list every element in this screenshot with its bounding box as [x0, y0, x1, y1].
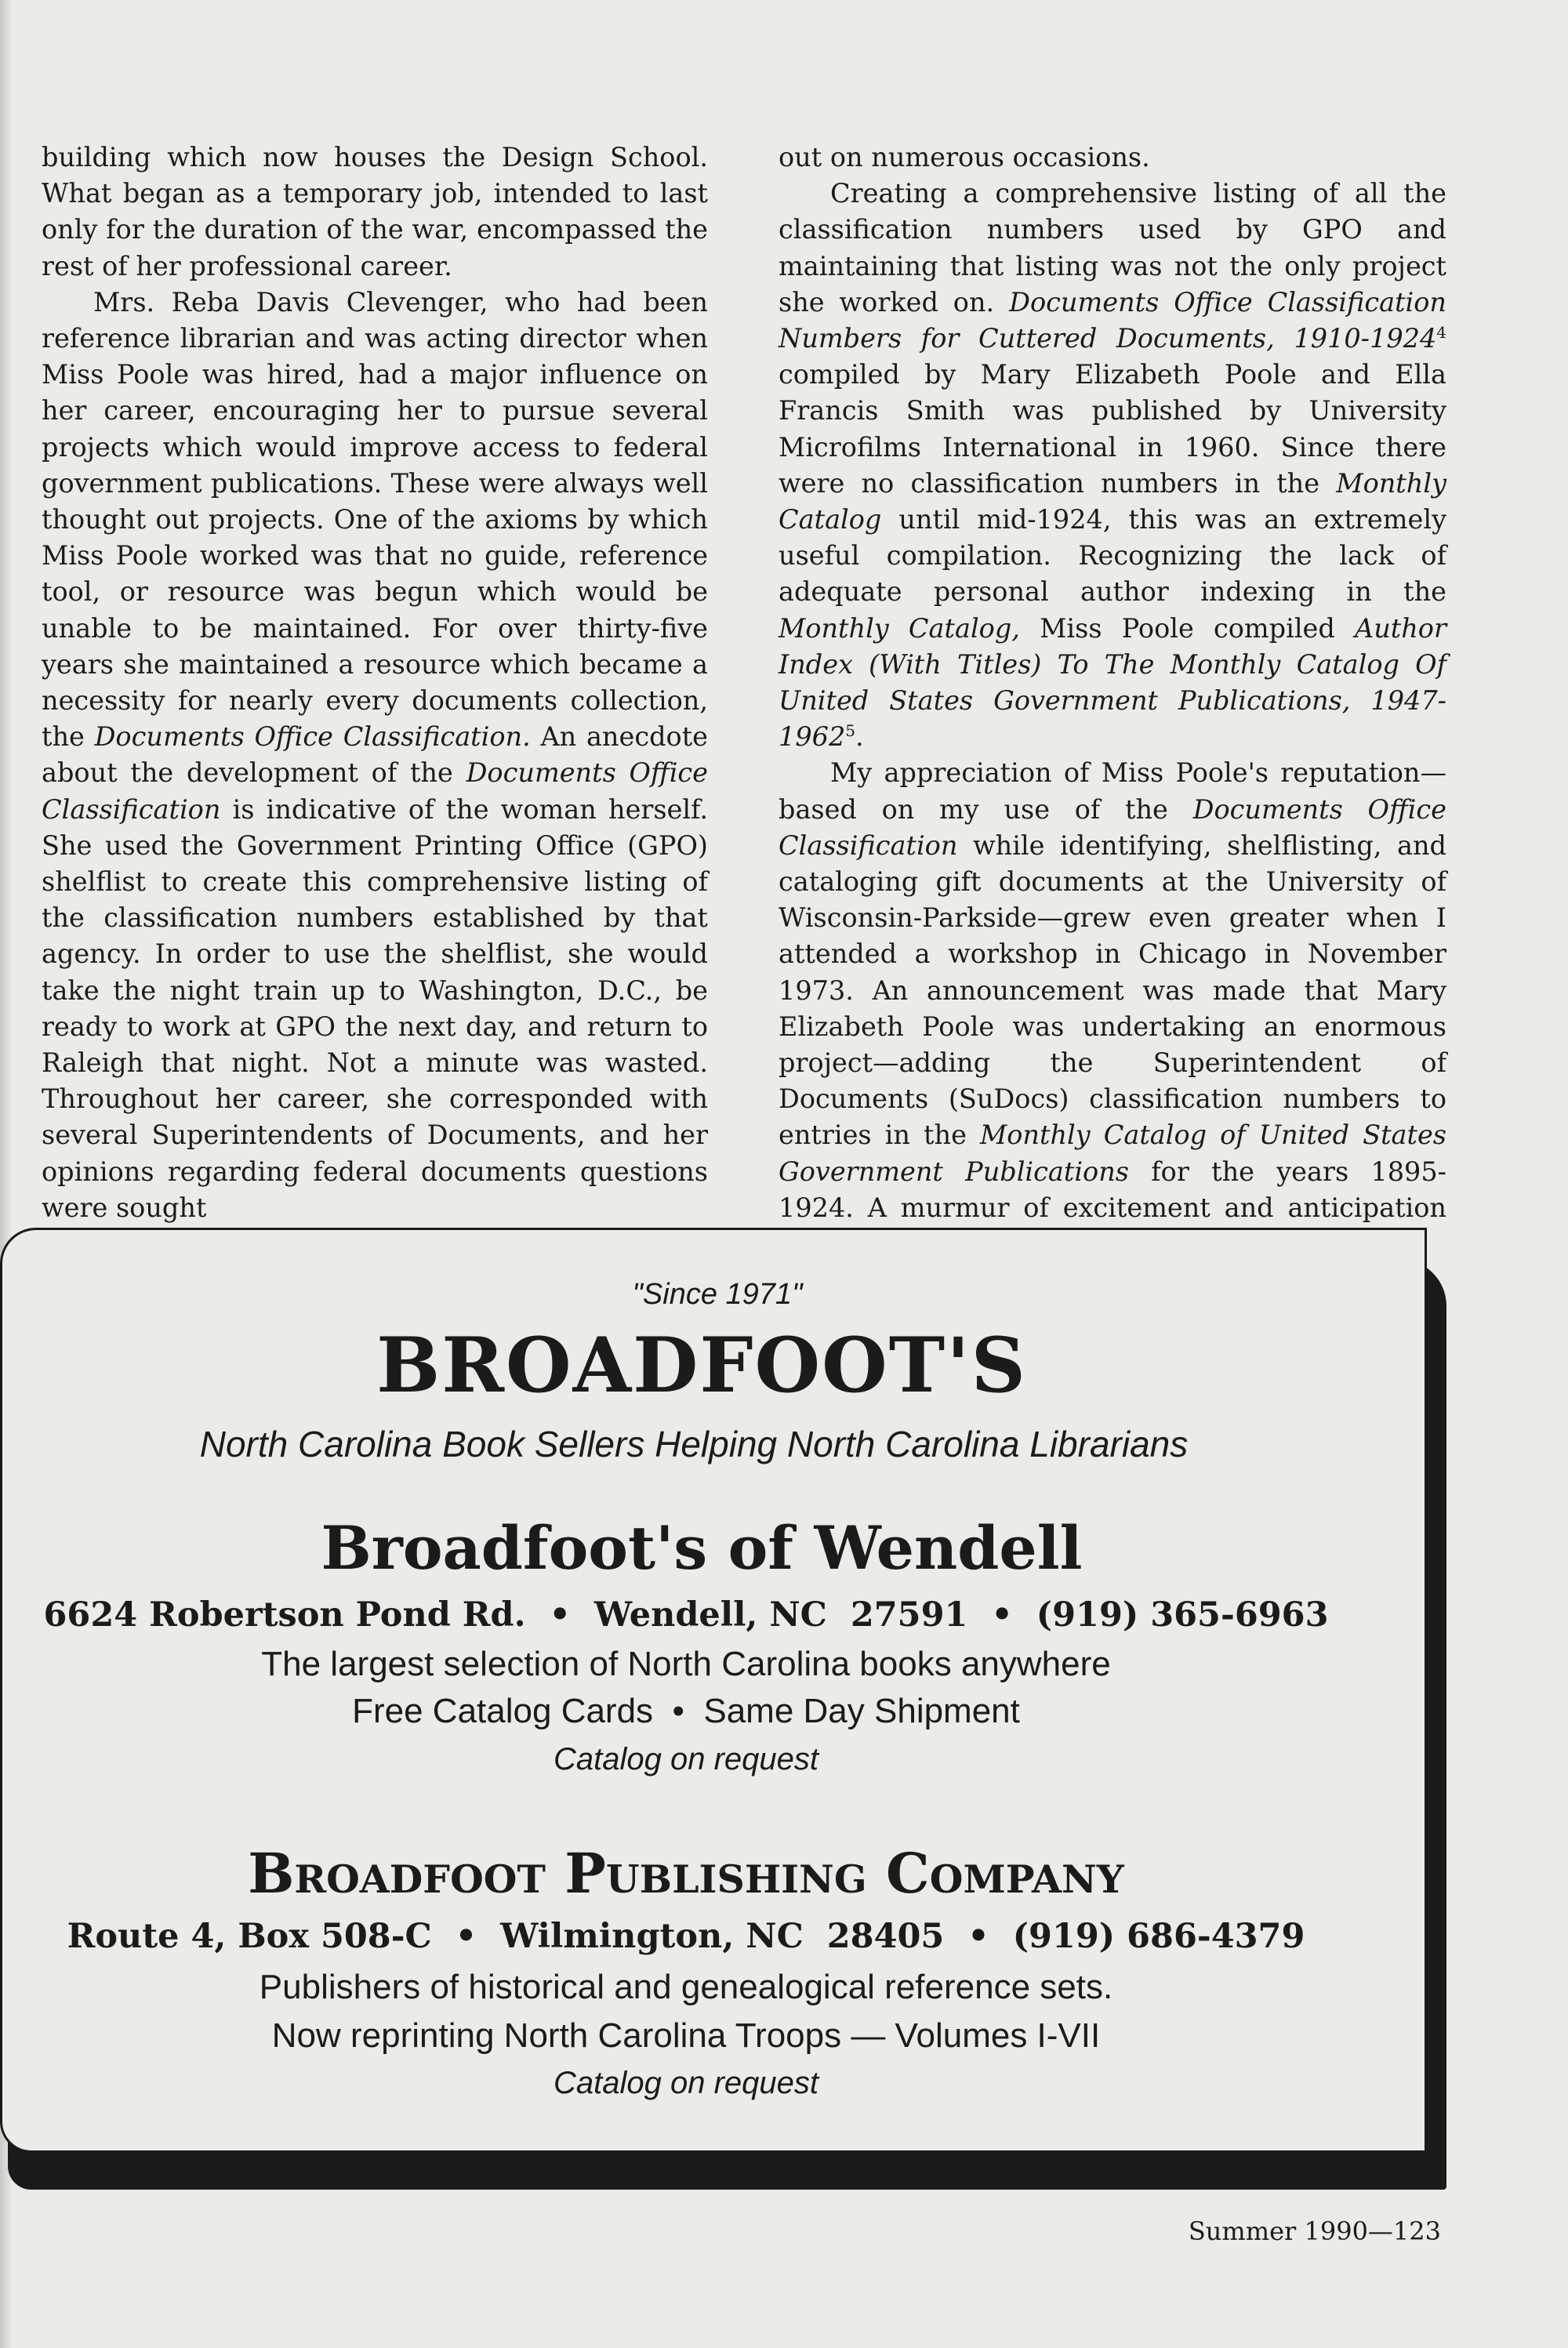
text-run: for the years 1895-1924. A murmur of excitement and anticipation [779, 1156, 1446, 1223]
ad-publishing-title: Broadfoot Publishing Company [248, 1841, 1124, 1906]
text-run: is indicative of the woman herself. She used the Government Printing Office (GPO) shelflist to create this comprehensive listing of the classification numbers established by that agency. In order to use the shelflist, she would take the night train up to Washington, D.C., be ready to work at GPO the next day, and return to Raleigh that night. Not a minute was wasted. Throughout her career, she corresponded with several Superintendents of Documents, and her opinions regarding federal documents questions were sought [42, 793, 708, 1223]
footnote-marker: 5 [845, 721, 855, 741]
ad-wendell-line-2: Free Catalog Cards • Same Day Shipment [352, 1692, 1020, 1730]
right-paragraph-3 [779, 755, 1446, 1262]
left-column [42, 140, 708, 1226]
right-column [779, 140, 1446, 1262]
ad-wendell-line-3: Catalog on request [553, 1742, 818, 1776]
text-run: An anecdote about the development of the [42, 721, 708, 789]
ad-brand-name: BROADFOOT'S [376, 1321, 1027, 1410]
ad-since: "Since 1971" [632, 1278, 803, 1311]
left-paragraph-1: building which now houses the Design School. What began as a temporary job, intended to last only for the duration of the war, encompassed the rest of her professional career. [42, 142, 708, 281]
text-run: . [855, 721, 864, 753]
title-documents-office-classification: Documents Office Classification [42, 757, 708, 825]
title-documents-office-classification: Documents Office Classification. [94, 721, 531, 753]
ad-wendell-address: 6624 Robertson Pond Rd. • Wendell, NC 27591 • (919) 365-6963 [43, 1595, 1329, 1635]
ad-tagline: North Carolina Book Sellers Helping North Carolina Librarians [199, 1424, 1189, 1464]
title-cuttered-documents: Documents Office Classification Numbers for Cuttered Documents, 1910-1924 [779, 286, 1447, 354]
title-monthly-catalog: Monthly Catalog [779, 467, 1446, 535]
right-paragraph-1: out on numerous occasions. [779, 142, 1150, 172]
text-run: compiled by Mary Elizabeth Poole and Ella Francis Smith was published by University Microfilms International in 1960. Since there were no classification numbers in the [779, 359, 1446, 499]
page-folio: Summer 1990—123 [1188, 2216, 1441, 2246]
footnote-marker: 4 [1436, 322, 1446, 342]
ad-wendell-line-1: The largest selection of North Carolina books anywhere [261, 1645, 1111, 1683]
ad-wendell-title: Broadfoot's of Wendell [321, 1513, 1083, 1583]
text-run: Mrs. Reba Davis Clevenger, who had been reference librarian and was acting director when Miss Poole was hired, had a major influence on her career, encouraging her to pursue several projects which would improve access to federal government publications. These were always well thought out projects. One of the axioms by which Miss Poole worked was that no guide, reference tool, or resource was begun which would be unable to be maintained. For over thirty-five years she maintained a resource which became a necessity for nearly every documents collection, the [42, 286, 708, 753]
ad-publishing-address: Route 4, Box 508-C • Wilmington, NC 28405 • (919) 686-4379 [67, 1917, 1305, 1956]
ad-publishing-line-2: Now reprinting North Carolina Troops — Volumes I-VII [271, 2016, 1101, 2055]
right-paragraph-2 [779, 176, 1446, 755]
title-monthly-catalog-full: Monthly Catalog of United States Government Publications [779, 1120, 1446, 1187]
text-run: Creating a comprehensive listing of all the classification numbers used by GPO and maintaining that listing was not the only project she worked on. [779, 178, 1446, 318]
text-run: My appreciation of Miss Poole's reputation—based on my use of the [779, 757, 1446, 825]
text-run: Miss Poole compiled [1019, 612, 1355, 644]
title-monthly-catalog: Monthly Catalog, [779, 612, 1020, 644]
title-documents-office-classification: Documents Office Classification [779, 793, 1446, 861]
ad-publishing-line-1: Publishers of historical and genealogical reference sets. [259, 1968, 1113, 2006]
text-run: while identifying, shelflisting, and cataloging gift documents at the University of Wisconsin-Parkside—grew even greater when I attended a workshop in Chicago in November 1973. An announcement was made that Mary Elizabeth Poole was undertaking an enormous project—adding the Superintendent of Documents (SuDocs) classification numbers to entries in the [779, 829, 1446, 1151]
title-author-index: Author Index (With Titles) To The Monthly Catalog Of United States Government Publications, 1947-1962 [779, 612, 1446, 753]
left-paragraph-2 [42, 285, 708, 1226]
text-run: until mid-1924, this was an extremely useful compilation. Recognizing the lack of adequate personal author indexing in the [779, 504, 1446, 608]
ad-publishing-line-3: Catalog on request [553, 2066, 818, 2100]
